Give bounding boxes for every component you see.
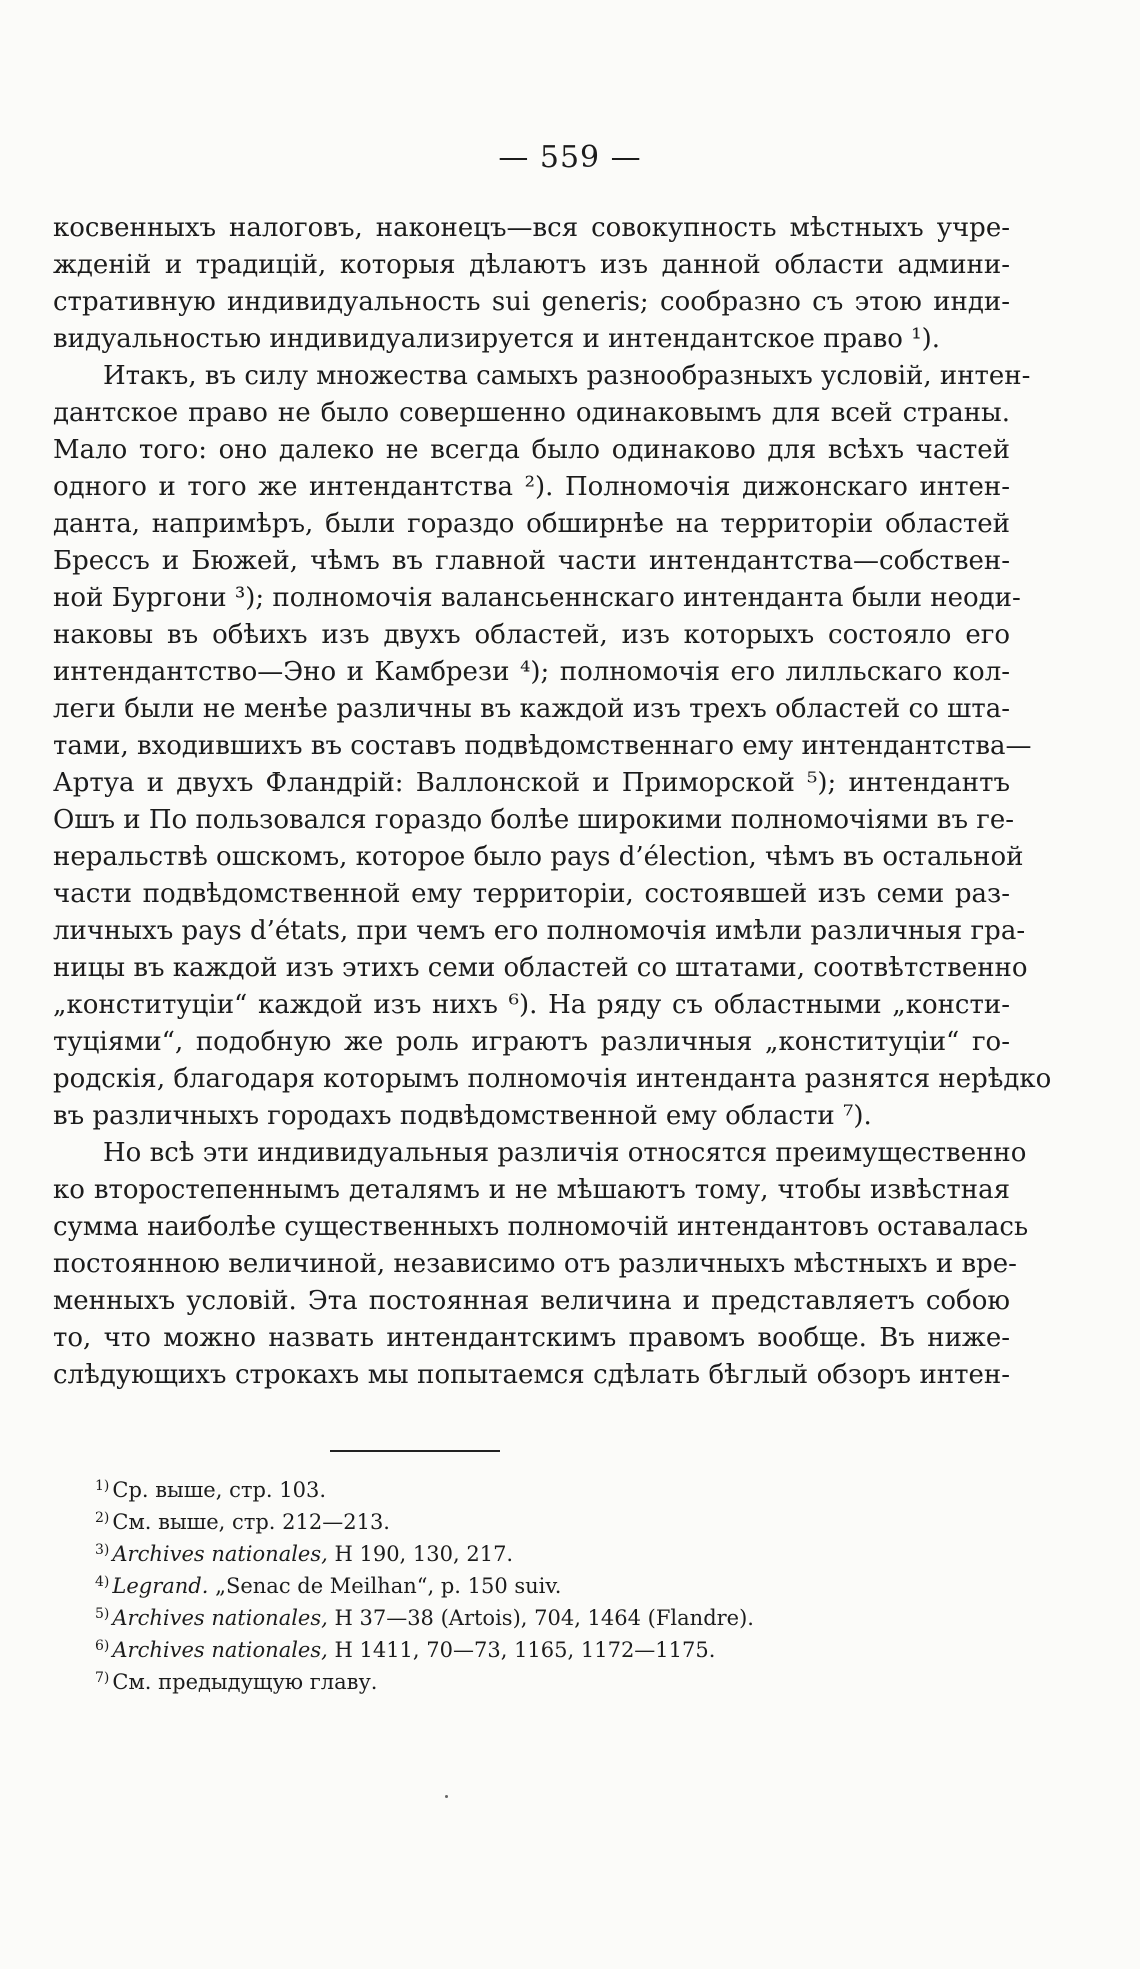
footnote-text: См. выше, стр. 212—213. xyxy=(112,1510,390,1534)
text-line: родскія, благодаря которымъ полномочія интенданта разнятся нерѣдко xyxy=(53,1064,1052,1094)
paragraph xyxy=(53,1135,1029,1394)
footnote xyxy=(95,1566,995,1598)
text-line: туціями“, подобную же роль играютъ различныя „конституціи“ го- xyxy=(53,1027,1010,1057)
text-line: ной Бургони ³); полномочія валансьеннскаго интенданта были неоди- xyxy=(53,583,1021,613)
page-number: — 559 — xyxy=(498,140,642,175)
text-line: тами, входившихъ въ составъ подвѣдомственнаго ему интендантства— xyxy=(53,731,1032,761)
text-line: Брессъ и Бюжей, чѣмъ въ главной части интендантства—собствен- xyxy=(53,546,1010,576)
footnote-italic: Legrand. xyxy=(112,1574,209,1598)
footnote-mark: 4) xyxy=(95,1574,110,1590)
text-line: одного и того же интендантства ²). Полномочія дижонскаго интен- xyxy=(53,472,1010,502)
text-line: леги были не менѣе различны въ каждой изъ трехъ областей со шта- xyxy=(53,694,1010,724)
text-line: личныхъ pays d’états, при чемъ его полномочія имѣли различныя гра- xyxy=(53,916,1026,946)
footnote-mark: 5) xyxy=(95,1606,110,1622)
paragraph xyxy=(53,358,1052,1135)
text-line: постоянною величиной, независимо отъ различныхъ мѣстныхъ и вре- xyxy=(53,1249,1017,1279)
paper-speck xyxy=(445,1795,448,1798)
text-line: неральствѣ ошскомъ, которое было pays d’élection, чѣмъ въ остальной xyxy=(53,842,1024,872)
footnote-divider xyxy=(330,1450,500,1452)
text-line: косвенныхъ налоговъ, наконецъ—вся совокупность мѣстныхъ учре- xyxy=(53,213,1010,243)
footnote xyxy=(95,1534,995,1566)
footnote-italic: Archives nationales, xyxy=(112,1606,328,1630)
footnote xyxy=(95,1470,995,1502)
footnote xyxy=(95,1502,995,1534)
text-line: видуальностью индивидуализируется и интендантское право ¹). xyxy=(53,324,941,354)
footnote-mark: 6) xyxy=(95,1638,110,1654)
footnote-text: Ср. выше, стр. 103. xyxy=(112,1478,327,1502)
text-line: сумма наиболѣе существенныхъ полномочій интендантовъ оставалась xyxy=(53,1212,1029,1242)
text-line: менныхъ условій. Эта постоянная величина и представляетъ собою xyxy=(53,1286,1010,1316)
text-line: части подвѣдомственной ему территоріи, состоявшей изъ семи раз- xyxy=(53,879,1010,909)
text-line: интендантство—Эно и Камбрези ⁴); полномочія его лилльскаго кол- xyxy=(53,657,1010,687)
footnote-text: H 190, 130, 217. xyxy=(327,1542,514,1566)
footnote-text: H 1411, 70—73, 1165, 1172—1175. xyxy=(327,1638,716,1662)
text-line: Артуа и двухъ Фландрій: Валлонской и Приморской ⁵); интендантъ xyxy=(53,768,1010,798)
text-line: ко второстепеннымъ деталямъ и не мѣшаютъ тому, чтобы извѣстная xyxy=(53,1175,1010,1205)
footnote xyxy=(95,1662,995,1694)
footnote-text: „Senac de Meilhan“, p. 150 suiv. xyxy=(208,1574,562,1598)
main-text xyxy=(53,210,1052,1394)
footnote xyxy=(95,1630,995,1662)
text-line: жденій и традицій, которыя дѣлаютъ изъ данной области админи- xyxy=(53,250,1010,280)
text-line: Мало того: оно далеко не всегда было одинаково для всѣхъ частей xyxy=(53,435,1010,465)
text-line: ницы въ каждой изъ этихъ семи областей со штатами, соотвѣтственно xyxy=(53,953,1028,983)
text-line: „конституціи“ каждой изъ нихъ ⁶). На ряду съ областными „консти- xyxy=(53,990,1010,1020)
footnote-mark: 1) xyxy=(95,1478,110,1494)
footnote-italic: Archives nationales, xyxy=(112,1542,328,1566)
text-line: Ошъ и По пользовался гораздо болѣе широкими полномочіями въ ге- xyxy=(53,805,1015,835)
text-line: въ различныхъ городахъ подвѣдомственной ему области ⁷). xyxy=(53,1101,872,1131)
text-line: слѣдующихъ строкахъ мы попытаемся сдѣлать бѣглый обзоръ интен- xyxy=(53,1360,1010,1390)
footnote-mark: 7) xyxy=(95,1670,110,1686)
footnote-mark: 3) xyxy=(95,1542,110,1558)
text-line: дантское право не было совершенно одинаковымъ для всей страны. xyxy=(53,398,1010,428)
text-line: данта, напримѣръ, были гораздо обширнѣе на территоріи областей xyxy=(53,509,1010,539)
footnote-text: H 37—38 (Artois), 704, 1464 (Flandre). xyxy=(327,1606,754,1630)
footnotes xyxy=(95,1470,995,1694)
footnote-mark: 2) xyxy=(95,1510,110,1526)
text-line: Но всѣ эти индивидуальныя различія относятся преимущественно xyxy=(103,1138,1027,1168)
footnote-text: См. предыдущую главу. xyxy=(112,1670,378,1694)
text-line: стративную индивидуальность sui generis; сообразно съ этою инди- xyxy=(53,287,1010,317)
text-line: Итакъ, въ силу множества самыхъ разнообразныхъ условій, интен- xyxy=(103,361,1031,391)
text-line: наковы въ обѣихъ изъ двухъ областей, изъ которыхъ состояло его xyxy=(53,620,1010,650)
text-line: то, что можно назвать интендантскимъ правомъ вообще. Въ ниже- xyxy=(53,1323,1010,1353)
footnote xyxy=(95,1598,995,1630)
paragraph xyxy=(53,210,1010,358)
footnote-italic: Archives nationales, xyxy=(112,1638,328,1662)
